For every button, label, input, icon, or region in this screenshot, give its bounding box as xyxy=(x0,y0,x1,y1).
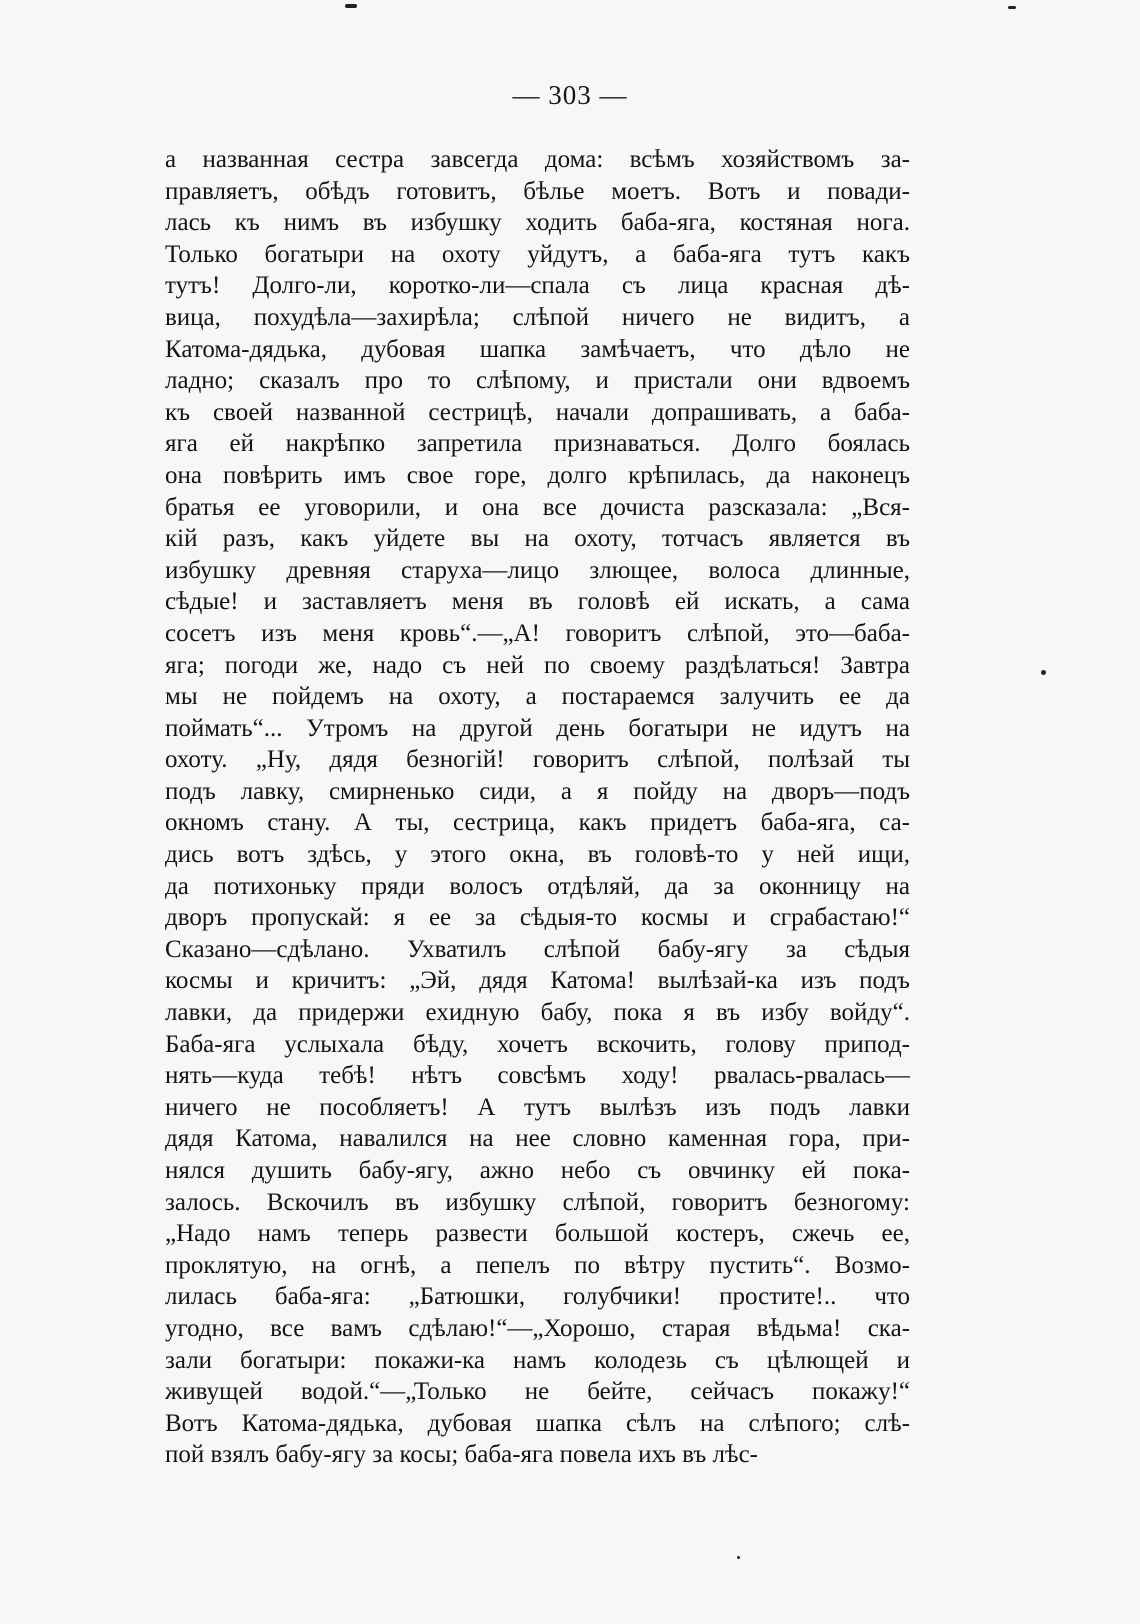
text-line: яга; погоди же, надо съ ней по своему раздѣлаться! Завтра xyxy=(165,651,910,679)
body-text xyxy=(165,144,910,1471)
text-line: сосетъ изъ меня кровь“.—„А! говоритъ слѣпой, это—баба- xyxy=(165,619,910,647)
scan-speck xyxy=(737,1556,740,1559)
text-line: залось. Вскочилъ въ избушку слѣпой, говоритъ безногому: xyxy=(165,1188,910,1216)
text-line: „Надо намъ теперь развести большой костеръ, сжечь ее, xyxy=(165,1220,910,1248)
scan-speck xyxy=(1008,6,1016,9)
text-line: дись вотъ здѣсь, у этого окна, въ головѣ-то у ней ищи, xyxy=(165,841,910,869)
text-line: подъ лавку, смирненько сиди, а я пойду на дворъ—подъ xyxy=(165,777,910,805)
text-line: дворъ пропускай: я ее за сѣдыя-то космы и сграбастаю!“ xyxy=(165,904,910,932)
text-line: сѣдые! и заставляетъ меня въ головѣ ей искать, а сама xyxy=(165,588,910,616)
text-line: ничего не пособляетъ! А тутъ вылѣзъ изъ подъ лавки xyxy=(165,1093,910,1121)
text-line: мы не пойдемъ на охоту, а постараемся залучить ее да xyxy=(165,683,910,711)
text-line: зали богатыри: покажи-ка намъ колодезь съ цѣлющей и xyxy=(165,1346,910,1374)
text-line: а названная сестра завсегда дома: всѣмъ хозяйствомъ за- xyxy=(165,146,910,173)
text-line: угодно, все вамъ сдѣлаю!“—„Хорошо, старая вѣдьма! ска- xyxy=(165,1314,910,1342)
text-line: вица, похудѣла—захирѣла; слѣпой ничего не видитъ, а xyxy=(165,303,910,331)
text-line: она повѣрить имъ свое горе, долго крѣпилась, да наконецъ xyxy=(165,461,910,489)
text-line: да потихоньку пряди волосъ отдѣляй, да за оконницу на xyxy=(165,872,910,900)
text-line: кій разъ, какъ уйдете вы на охоту, тотчасъ является въ xyxy=(165,525,910,553)
text-line: правляетъ, обѣдъ готовитъ, бѣлье моетъ. Вотъ и повади- xyxy=(165,177,910,205)
text-line: къ своей названной сестрицѣ, начали допрашивать, а баба- xyxy=(165,398,910,426)
text-line: тутъ! Долго-ли, коротко-ли—спала съ лица красная дѣ- xyxy=(165,272,910,300)
text-line: окномъ стану. А ты, сестрица, какъ придетъ баба-яга, са- xyxy=(165,809,910,837)
text-line: братья ее уговорили, и она все дочиста разсказала: „Вся- xyxy=(165,493,910,521)
text-line: Только богатыри на охоту уйдутъ, а баба-яга тутъ какъ xyxy=(165,240,910,268)
text-line: нялся душить бабу-ягу, ажно небо съ овчинку ей пока- xyxy=(165,1157,910,1184)
text-line: нять—куда тебѣ! нѣтъ совсѣмъ ходу! рвалась-рвалась— xyxy=(165,1062,910,1090)
text-line: пой взялъ бабу-ягу за косы; баба-яга повела ихъ въ лѣс- xyxy=(165,1441,759,1469)
text-line: дядя Катома, навалился на нее словно каменная гора, при- xyxy=(165,1125,910,1153)
text-line: избушку древняя старуха—лицо злющее, волоса длинные, xyxy=(165,556,910,584)
text-line: Катома-дядька, дубовая шапка замѣчаетъ, что дѣло не xyxy=(165,335,910,363)
text-line: лась къ нимъ въ избушку ходить баба-яга, костяная нога. xyxy=(165,209,910,237)
text-line: живущей водой.“—„Только не бейте, сейчасъ покажу!“ xyxy=(165,1378,910,1406)
text-line: космы и кричитъ: „Эй, дядя Катома! вылѣзай-ка изъ подъ xyxy=(165,967,910,995)
text-line: поймать“... Утромъ на другой день богатыри не идутъ на xyxy=(165,714,910,742)
text-line: яга ей накрѣпко запретила признаваться. Долго боялась xyxy=(165,430,910,458)
text-line: Вотъ Катома-дядька, дубовая шапка сѣлъ на слѣпого; слѣ- xyxy=(165,1409,910,1437)
text-line: лилась баба-яга: „Батюшки, голубчики! простите!.. что xyxy=(165,1283,910,1311)
scan-speck xyxy=(1041,670,1046,675)
page-number: — 303 — xyxy=(512,80,628,110)
text-line: ладно; сказалъ про то слѣпому, и пристали они вдвоемъ xyxy=(165,367,910,395)
scan-speck xyxy=(345,4,357,8)
text-line: проклятую, на огнѣ, а пепелъ по вѣтру пустить“. Возмо- xyxy=(165,1251,910,1279)
text-line: Баба-яга услыхала бѣду, хочетъ вскочить, голову припод- xyxy=(165,1030,910,1058)
text-line: лавки, да придержи ехидную бабу, пока я въ избу войду“. xyxy=(165,999,910,1027)
text-line: охоту. „Ну, дядя безногій! говоритъ слѣпой, полѣзай ты xyxy=(165,746,910,774)
text-line: Сказано—сдѣлано. Ухватилъ слѣпой бабу-ягу за сѣдыя xyxy=(165,935,910,963)
